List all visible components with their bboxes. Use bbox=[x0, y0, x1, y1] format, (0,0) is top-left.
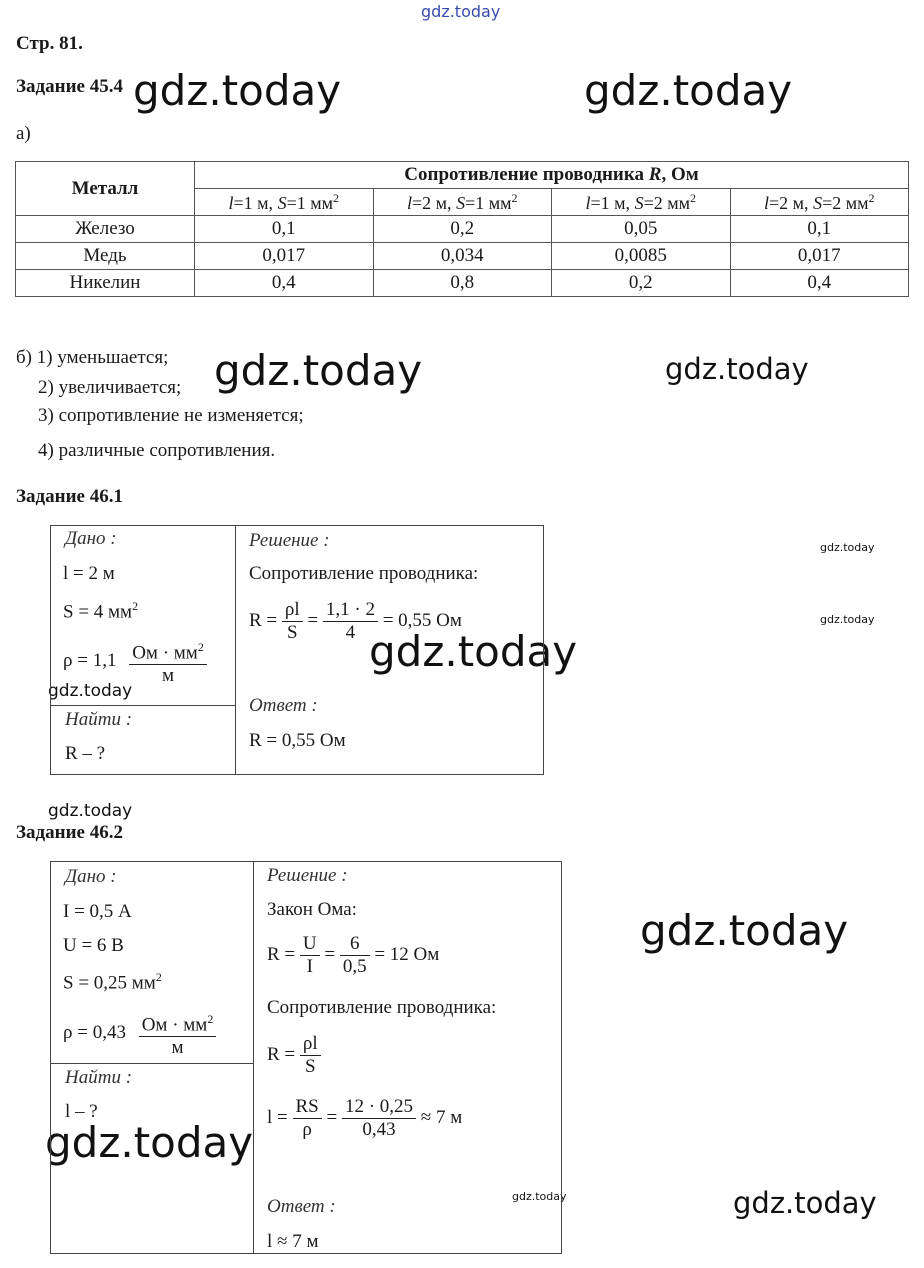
column-header: l=1 м, S=1 $мм^2$ bbox=[195, 189, 374, 216]
part-b-item-4: 4) различные сопротивления. bbox=[38, 440, 276, 461]
solution-label: Решение : bbox=[267, 865, 348, 886]
metal-header: Металл bbox=[16, 162, 195, 216]
ohm-heading: Закон Ома: bbox=[267, 899, 357, 920]
table-cell: 0,0085 bbox=[552, 243, 731, 270]
divider bbox=[235, 525, 236, 774]
divider bbox=[50, 1063, 254, 1064]
given-label: Дано : bbox=[65, 866, 117, 887]
task-46-1-title: Задание 46.1 bbox=[16, 486, 123, 507]
given-s: S = 0,25 $мм^2$ bbox=[63, 970, 162, 994]
table-cell: 0,4 bbox=[730, 270, 909, 297]
resistance-table bbox=[15, 161, 909, 297]
table-cell: 0,1 bbox=[730, 216, 909, 243]
watermark: gdz.today bbox=[369, 627, 578, 676]
solution-label: Решение : bbox=[249, 530, 330, 551]
table-cell: 0,05 bbox=[552, 216, 731, 243]
table-cell: 0,017 bbox=[195, 243, 374, 270]
given-i: I = 0,5 А bbox=[63, 901, 132, 922]
watermark-top: gdz.today bbox=[421, 2, 501, 21]
table-cell: 0,2 bbox=[552, 270, 731, 297]
page-number: Стр. 81. bbox=[16, 33, 83, 54]
watermark: gdz.today bbox=[640, 906, 849, 955]
watermark: gdz.today bbox=[665, 352, 809, 386]
find-label: Найти : bbox=[65, 1067, 133, 1088]
metal-name: Никелин bbox=[16, 270, 195, 297]
watermark: gdz.today bbox=[214, 346, 423, 395]
table-row bbox=[16, 243, 909, 270]
given-u: U = 6 В bbox=[63, 935, 124, 956]
watermark: gdz.today bbox=[133, 66, 342, 115]
part-a-label: а) bbox=[16, 123, 31, 144]
answer-value: l ≈ 7 м bbox=[267, 1231, 319, 1252]
given-label: Дано : bbox=[65, 528, 117, 549]
metal-name: Медь bbox=[16, 243, 195, 270]
ohm-formula: R = $\frac{U}{I}$ = $\frac{6}{0,5}$ = 12 Ом bbox=[267, 933, 440, 977]
part-b-item-3: 3) сопротивление не изменяется; bbox=[38, 405, 304, 426]
answer-label: Ответ : bbox=[249, 695, 318, 716]
find-label: Найти : bbox=[65, 709, 133, 730]
given-rho: ρ = 0,43 $\frac{Ом \cdot мм^2}{м}$ bbox=[63, 1008, 216, 1059]
watermark: gdz.today bbox=[48, 681, 133, 701]
table-cell: 0,1 bbox=[195, 216, 374, 243]
watermark: gdz.today bbox=[820, 541, 875, 554]
watermark: gdz.today bbox=[584, 66, 793, 115]
given-l: l = 2 м bbox=[63, 563, 115, 584]
resistance-header: Сопротивление проводника R, Ом bbox=[195, 162, 909, 189]
table-cell: 0,034 bbox=[373, 243, 552, 270]
watermark: gdz.today bbox=[733, 1186, 877, 1220]
column-header: l=1 м, S=2 $мм^2$ bbox=[552, 189, 731, 216]
answer-value: R = 0,55 Ом bbox=[249, 730, 346, 751]
given-rho: ρ = 1,1 $\frac{Ом \cdot мм^2}{м}$ bbox=[63, 636, 207, 687]
part-b-item-1: б) 1) уменьшается; bbox=[16, 347, 169, 368]
watermark: gdz.today bbox=[820, 613, 875, 626]
resistance-formula: R = $\frac{\rho l}{S}$ bbox=[267, 1033, 321, 1078]
table-row bbox=[16, 270, 909, 297]
column-header: l=2 м, S=1 $мм^2$ bbox=[373, 189, 552, 216]
solution-heading: Сопротивление проводника: bbox=[249, 563, 479, 584]
given-s: S = 4 $мм^2$ bbox=[63, 599, 139, 623]
table-cell: 0,8 bbox=[373, 270, 552, 297]
part-b-item-2: 2) увеличивается; bbox=[38, 377, 182, 398]
task-45-4-title: Задание 45.4 bbox=[16, 76, 123, 97]
watermark: gdz.today bbox=[48, 801, 133, 821]
resistance-formula: R = $\frac{\rho l}{S}$ = $\frac{1,1 \cdot 2}{4}$ = 0,55 Ом bbox=[249, 599, 462, 643]
find-value: R – ? bbox=[65, 743, 106, 764]
watermark: gdz.today bbox=[512, 1190, 567, 1203]
find-value: l – ? bbox=[65, 1101, 98, 1122]
answer-label: Ответ : bbox=[267, 1196, 336, 1217]
watermark: gdz.today bbox=[45, 1118, 254, 1167]
table-cell: 0,017 bbox=[730, 243, 909, 270]
task-46-2-title: Задание 46.2 bbox=[16, 822, 123, 843]
divider bbox=[253, 861, 254, 1253]
table-cell: 0,4 bbox=[195, 270, 374, 297]
column-header: l=2 м, S=2 $мм^2$ bbox=[730, 189, 909, 216]
divider bbox=[50, 705, 236, 706]
table-row bbox=[16, 216, 909, 243]
resistance-heading: Сопротивление проводника: bbox=[267, 997, 497, 1018]
table-cell: 0,2 bbox=[373, 216, 552, 243]
length-formula: l = $\frac{RS}{\rho}$ = $\frac{12 \cdot 0,25}{0,43}$ ≈ 7 м bbox=[267, 1096, 463, 1140]
metal-name: Железо bbox=[16, 216, 195, 243]
